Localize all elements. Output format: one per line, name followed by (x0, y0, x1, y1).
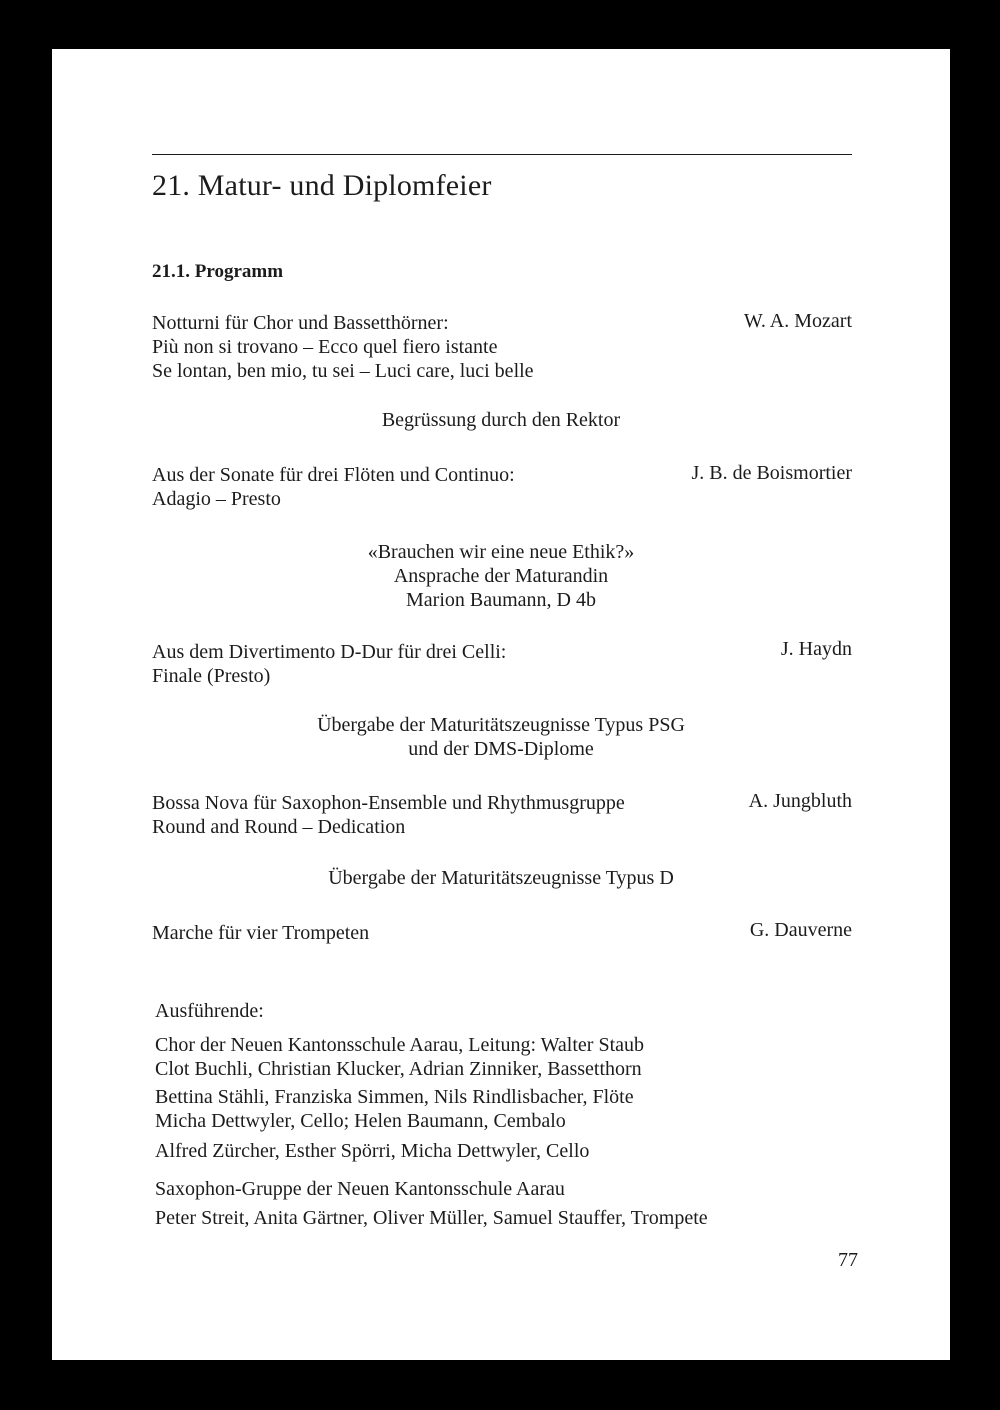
program-line: Se lontan, ben mio, tu sei – Luci care, luci belle (152, 360, 534, 382)
program-item-5 (152, 921, 369, 945)
program-item-3 (152, 640, 506, 688)
program-line: Bossa Nova für Saxophon-Ensemble und Rhythmusgruppe (152, 792, 625, 814)
program-line: Finale (Presto) (152, 665, 271, 687)
program-line: Notturni für Chor und Bassetthörner: (152, 312, 449, 334)
performers-block-1 (155, 1033, 644, 1081)
ceremony-psg (52, 713, 950, 761)
composer-2: J. B. de Boismortier (691, 462, 852, 484)
program-line: Marche für vier Trompeten (152, 922, 370, 944)
composer-5: G. Dauverne (749, 919, 852, 941)
performer-line: Alfred Zürcher, Esther Spörri, Micha Dettwyler, Cello (155, 1140, 590, 1162)
section-title: 21.1. Programm (152, 261, 284, 282)
performers-heading: Ausführende: (155, 1000, 264, 1022)
program-item-2 (152, 463, 515, 511)
performer-line: Clot Buchli, Christian Klucker, Adrian Zinniker, Bassetthorn (155, 1058, 642, 1080)
program-line: Più non si trovano – Ecco quel fiero istante (152, 336, 498, 358)
performers-block-3 (155, 1177, 708, 1230)
ceremony-line: Übergabe der Maturitätszeugnisse Typus PSG (317, 714, 685, 736)
program-line: Aus dem Divertimento D-Dur für drei Celli: (152, 641, 507, 663)
program-line: Aus der Sonate für drei Flöten und Continuo: (152, 464, 515, 486)
performer-line: Saxophon-Gruppe der Neuen Kantonsschule Aarau (155, 1178, 565, 1200)
speech-rector: Begrüssung durch den Rektor (381, 409, 621, 431)
document-page (52, 49, 950, 1360)
header-rule (152, 154, 852, 155)
performers-block-2 (155, 1085, 634, 1133)
composer-3: J. Haydn (780, 638, 852, 660)
program-line: Round and Round – Dedication (152, 816, 406, 838)
ceremony-d: Übergabe der Maturitätszeugnisse Typus D (328, 867, 674, 889)
speech-line: Ansprache der Maturandin (393, 565, 609, 587)
chapter-title: 21. Matur- und Diplomfeier (152, 169, 492, 202)
composer-4: A. Jungbluth (748, 790, 852, 812)
ceremony-line: und der DMS-Diplome (408, 738, 594, 760)
speech-line: Marion Baumann, D 4b (406, 589, 596, 611)
performer-line: Chor der Neuen Kantonsschule Aarau, Leitung: Walter Staub (155, 1034, 645, 1056)
performer-line: Bettina Stähli, Franziska Simmen, Nils Rindlisbacher, Flöte (155, 1086, 634, 1108)
speech-maturandin (52, 540, 950, 612)
performer-line: Peter Streit, Anita Gärtner, Oliver Müller, Samuel Stauffer, Trompete (155, 1207, 708, 1229)
performer-line: Micha Dettwyler, Cello; Helen Baumann, Cembalo (155, 1110, 566, 1132)
program-item-1 (152, 311, 534, 383)
program-line: Adagio – Presto (152, 488, 281, 510)
composer-1: W. A. Mozart (743, 310, 852, 332)
page-number: 77 (838, 1249, 858, 1271)
program-item-4 (152, 791, 625, 839)
speech-line: «Brauchen wir eine neue Ethik?» (367, 541, 635, 563)
